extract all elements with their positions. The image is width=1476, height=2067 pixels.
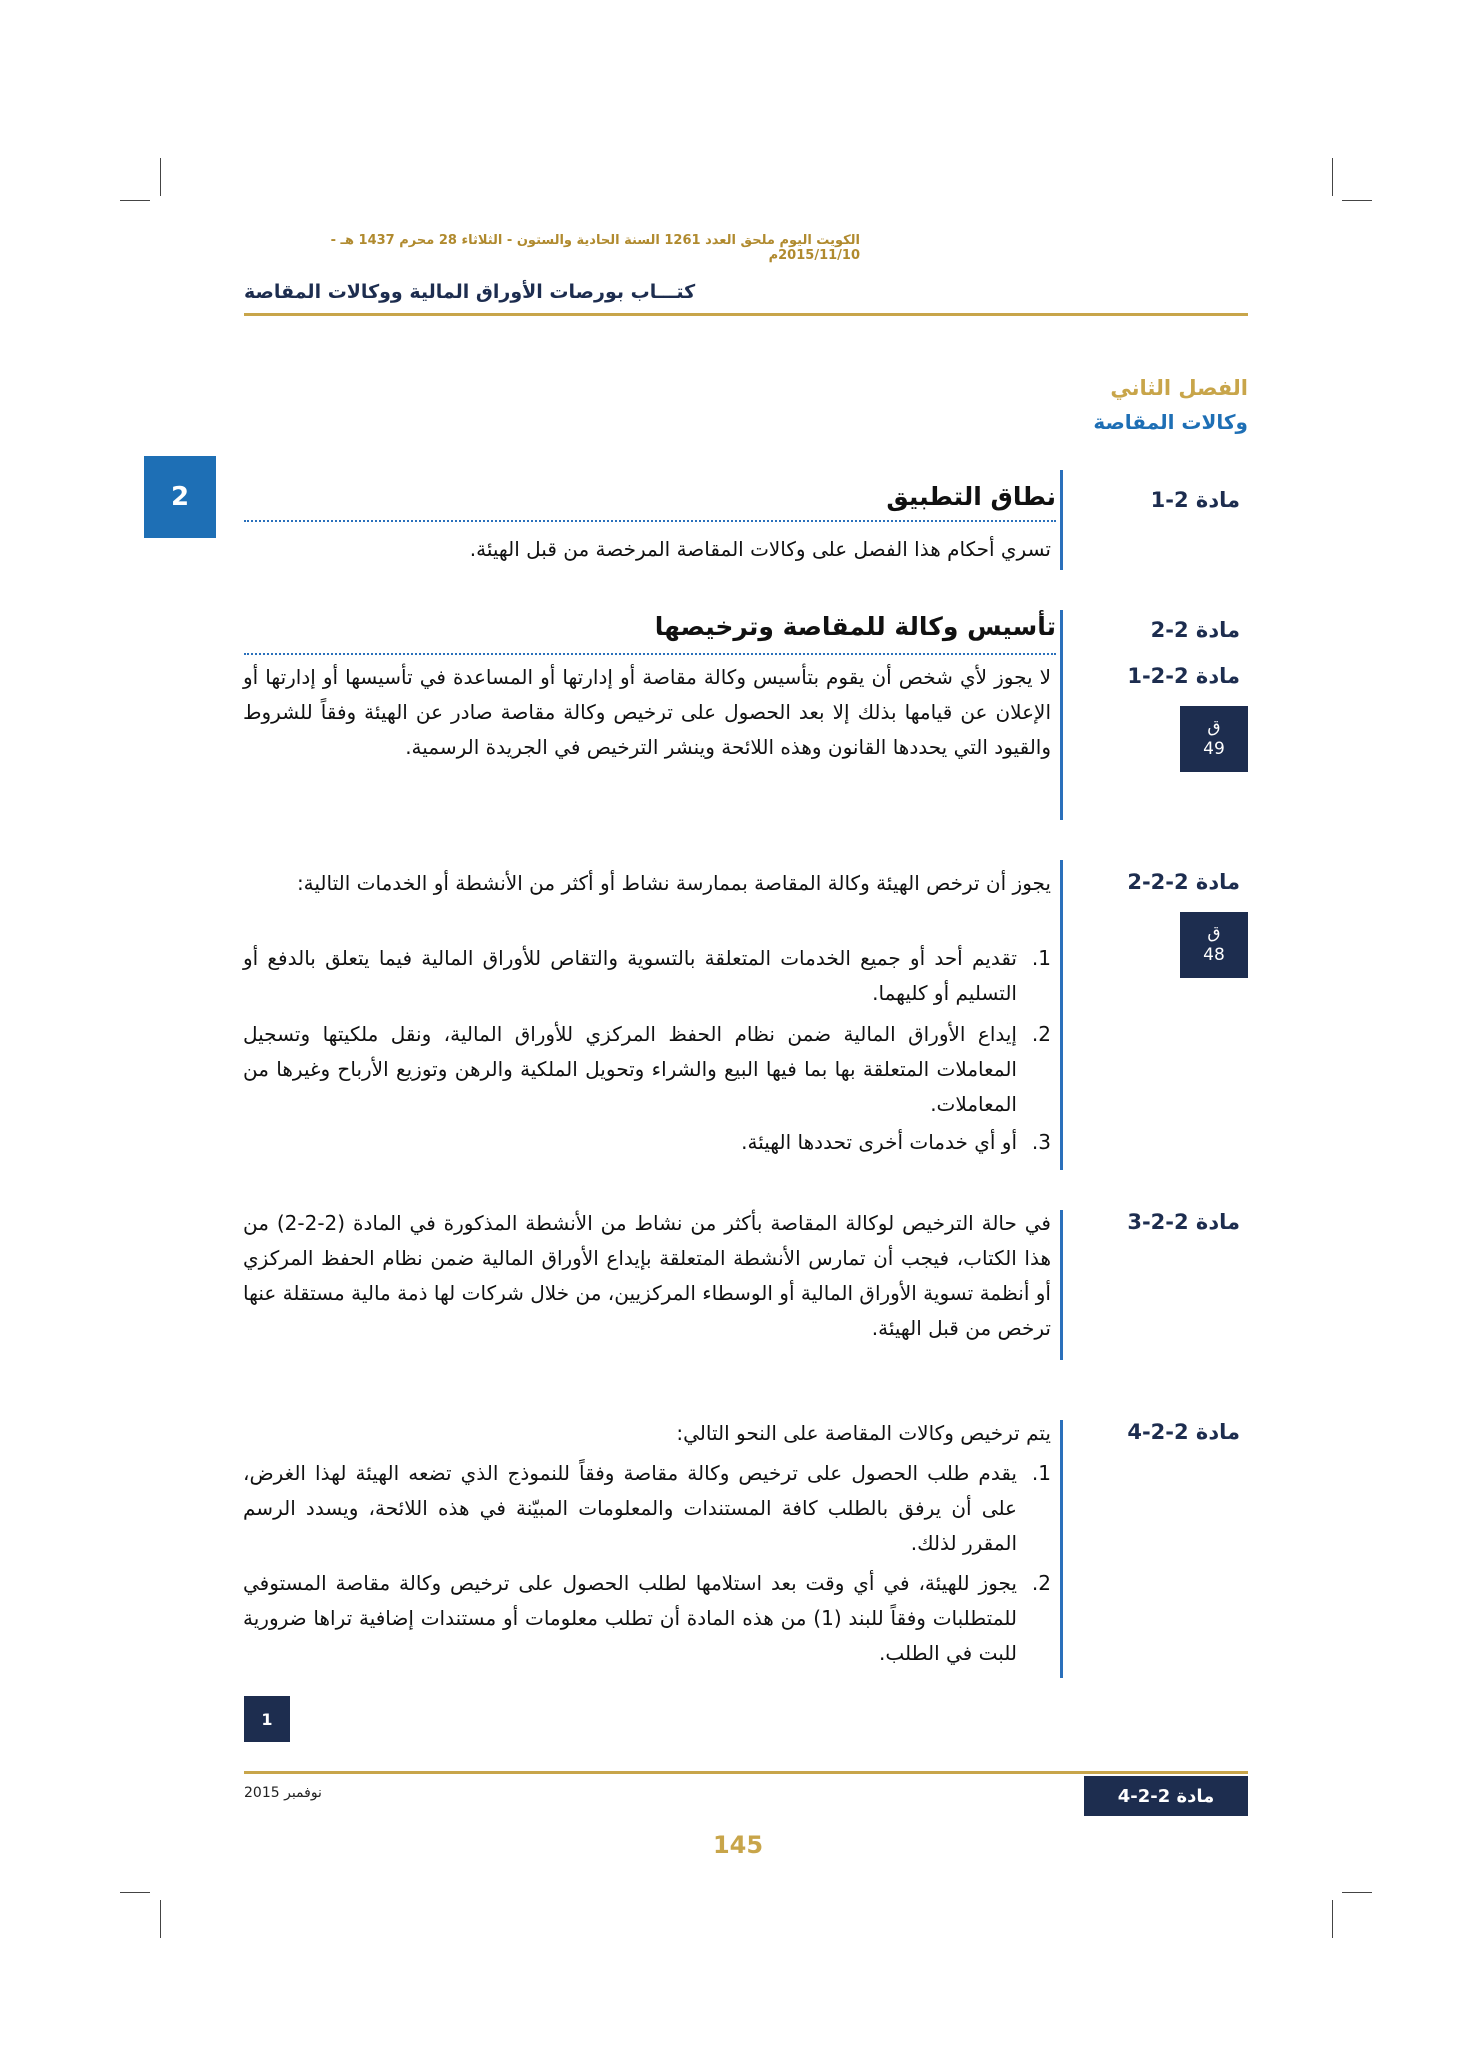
chapter-subtitle: وكالات المقاصة <box>1093 410 1248 434</box>
list-item <box>243 1566 1051 1671</box>
article-text: لا يجوز لأي شخص أن يقوم بتأسيس وكالة مقاصة أو إدارتها أو المساعدة في تأسيسها أو إدارتها أو الإعلان عن قيامها بذلك إلا بعد الحصول على ترخيص وكالة مقاصة صادر عن الهيئة وفقاً للشروط والقيود التي يحددها القانون وهذه اللائحة وينشر الترخيص في الجريدة الرسمية. <box>243 665 1051 759</box>
footer-date: نوفمبر 2015 <box>244 1785 322 1801</box>
crop-mark <box>1332 1900 1333 1938</box>
chapter-tab: 2 <box>144 456 216 538</box>
section-title: تأسيس وكالة للمقاصة وترخيصها <box>654 612 1056 641</box>
article-number: مادة 2-2 <box>1150 618 1240 642</box>
list-text: تقديم أحد أو جميع الخدمات المتعلقة بالتسوية والتقاص للأوراق المالية فيما يتعلق بالدفع أو التسليم أو كليهما. <box>243 946 1017 1005</box>
article-number: مادة 2-2-4 <box>1127 1420 1240 1444</box>
margin-rule <box>1060 1210 1063 1360</box>
list-text: إيداع الأوراق المالية ضمن نظام الحفظ المركزي للأوراق المالية، ونقل ملكيتها وتسجيل المعاملات المتعلقة بها بما فيها البيع والشراء وتحويل الملكية والرهن وتوزيع الأرباح وغيرها من المعاملات. <box>243 1022 1017 1116</box>
crop-mark <box>1342 1892 1372 1893</box>
article-intro: يتم ترخيص وكالات المقاصة على النحو التالي: <box>676 1421 1051 1445</box>
article-number: مادة 2-1 <box>1150 488 1240 512</box>
list-number: 3. <box>1031 1130 1051 1154</box>
list-item <box>243 1125 1051 1160</box>
reference-label: ق <box>1207 923 1221 943</box>
reference-number: 48 <box>1203 945 1225 965</box>
list-item <box>243 1017 1051 1122</box>
page-index-box: 1 <box>244 1696 290 1742</box>
list-text: أو أي خدمات أخرى تحددها الهيئة. <box>741 1130 1017 1154</box>
list-item <box>243 1456 1051 1561</box>
margin-rule <box>1060 860 1063 1170</box>
book-title: كتـــاب بورصات الأوراق المالية ووكالات المقاصة <box>244 281 696 303</box>
page-number: 145 <box>712 1831 764 1859</box>
article-text: في حالة الترخيص لوكالة المقاصة بأكثر من نشاط من الأنشطة المذكورة في المادة (2-2-2) من هذا الكتاب، فيجب أن تمارس الأنشطة المتعلقة بإيداع الأوراق المالية ضمن نظام الحفظ المركزي أو أنظمة تسوية الأوراق المالية أو الوسطاء المركزيين، من خلال شركات لها ذمة مالية مستقلة عنها ترخص من قبل الهيئة. <box>243 1211 1051 1340</box>
reference-label: ق <box>1207 717 1221 737</box>
header-divider <box>244 313 1248 316</box>
list-text: يجوز للهيئة، في أي وقت بعد استلامها لطلب الحصول على ترخيص وكالة مقاصة المستوفي للمتطلبات وفقاً للبند (1) من هذه المادة أن تطلب معلومات أو مستندات إضافية تراها ضرورية للبت في الطلب. <box>243 1571 1017 1665</box>
list-number: 1. <box>1031 1461 1051 1485</box>
crop-mark <box>160 158 161 196</box>
footer-divider <box>244 1771 1248 1774</box>
article-number: مادة 2-2-1 <box>1127 664 1240 688</box>
crop-mark <box>1332 158 1333 196</box>
chapter-label: الفصل الثاني <box>1110 376 1248 400</box>
list-number: 1. <box>1031 946 1051 970</box>
footer-article-tag: مادة 2-2-4 <box>1084 1776 1248 1816</box>
law-reference-box <box>1180 912 1248 978</box>
crop-mark <box>120 200 150 201</box>
dotted-divider <box>244 653 1056 655</box>
list-number: 2. <box>1031 1022 1051 1046</box>
section-title: نطاق التطبيق <box>886 482 1056 511</box>
article-number: مادة 2-2-2 <box>1127 870 1240 894</box>
margin-rule <box>1060 610 1063 820</box>
dotted-divider <box>244 520 1056 522</box>
article-text: تسري أحكام هذا الفصل على وكالات المقاصة المرخصة من قبل الهيئة. <box>469 537 1051 561</box>
article-number: مادة 2-2-3 <box>1127 1210 1240 1234</box>
list-item <box>243 941 1051 1011</box>
margin-rule <box>1060 470 1063 570</box>
article-intro: يجوز أن ترخص الهيئة وكالة المقاصة بممارسة نشاط أو أكثر من الأنشطة أو الخدمات التالية: <box>296 871 1051 895</box>
crop-mark <box>120 1892 150 1893</box>
law-reference-box <box>1180 706 1248 772</box>
list-text: يقدم طلب الحصول على ترخيص وكالة مقاصة وفقاً للنموذج الذي تضعه الهيئة لهذا الغرض، على أن يرفق بالطلب كافة المستندات والمعلومات المبيّنة في هذه اللائحة، ويسدد الرسم المقرر لذلك. <box>243 1461 1017 1555</box>
crop-mark <box>160 1900 161 1938</box>
gazette-meta: الكويت اليوم ملحق العدد 1261 السنة الحادية والستون - الثلاثاء 28 محرم 1437 هـ - 2015/11/10م <box>330 233 860 263</box>
reference-number: 49 <box>1203 739 1225 759</box>
list-number: 2. <box>1031 1571 1051 1595</box>
margin-rule <box>1060 1420 1063 1678</box>
crop-mark <box>1342 200 1372 201</box>
